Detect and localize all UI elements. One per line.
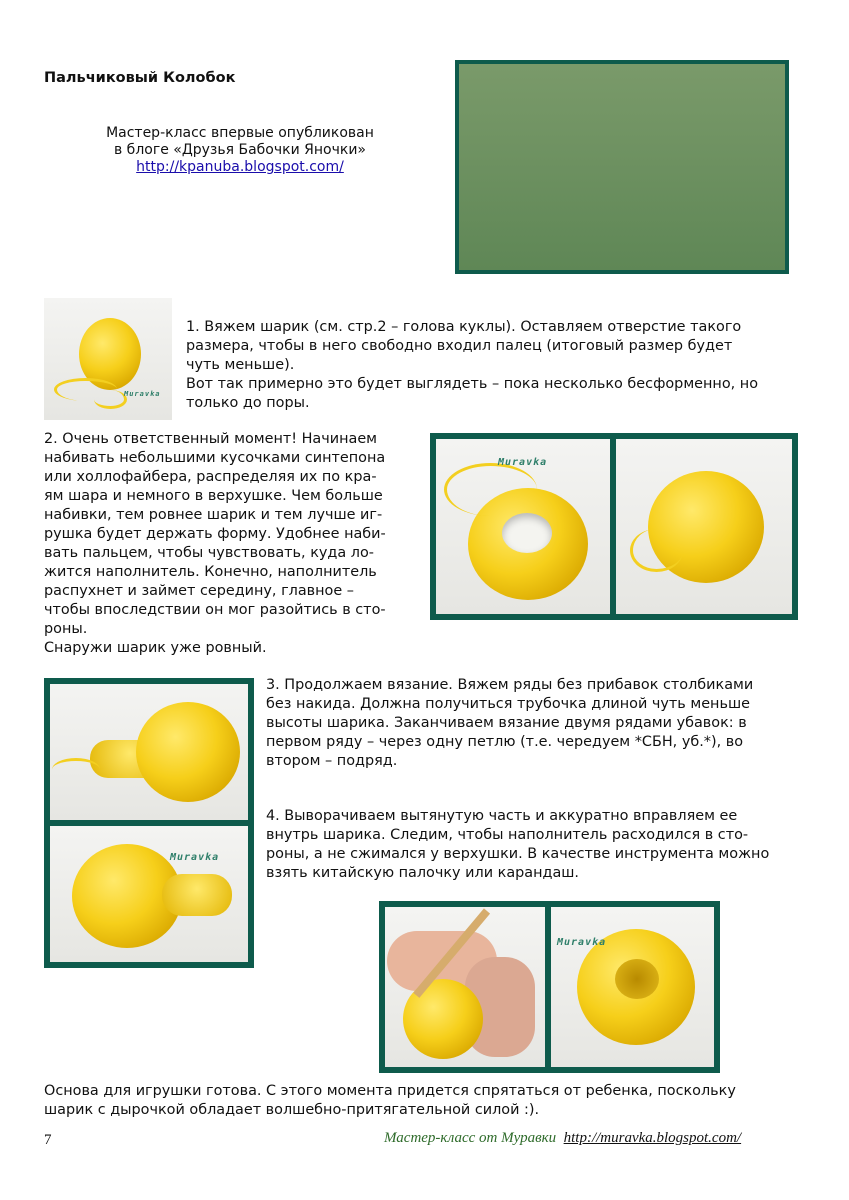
- footer-credit: [384, 1130, 741, 1147]
- step2-line: набивки, тем ровнее шарик и тем лучше иг-: [44, 507, 383, 523]
- intro-line-1: Мастер-класс впервые опубликован: [106, 125, 374, 141]
- step2-line: вать пальцем, чтобы чувствовать, куда ло-: [44, 545, 374, 561]
- step3-text: [266, 676, 806, 771]
- step3-watermark: Muravka: [170, 852, 220, 863]
- step1-photo: [44, 298, 172, 420]
- step2-photo: [430, 433, 798, 620]
- footer-text: Мастер-класс от Муравки: [384, 1130, 557, 1146]
- footer-link[interactable]: http://muravka.blogspot.com/: [563, 1130, 742, 1146]
- step1-text: [186, 318, 806, 413]
- step3-line: 3. Продолжаем вязание. Вяжем ряды без прибавок столбиками: [266, 677, 754, 693]
- step4-photo: [379, 901, 720, 1073]
- step4-line: 4. Выворачиваем вытянутую часть и аккуратно вправляем ее: [266, 808, 738, 824]
- step1-line: только до поры.: [186, 395, 310, 411]
- step4-watermark: Muravka: [557, 937, 607, 948]
- step4-line: внутрь шарика. Следим, чтобы наполнитель расходился в сто-: [266, 827, 749, 843]
- closing-text: [44, 1082, 814, 1120]
- step2-watermark: Muravka: [498, 457, 548, 468]
- step2-line: чтобы впоследствии он мог разойтись в сто-: [44, 602, 386, 618]
- step2-line: или холлофайбера, распределяя их по кра-: [44, 469, 377, 485]
- step3-line: втором – подряд.: [266, 753, 398, 769]
- step2-line: распухнет и займет середину, главное –: [44, 583, 354, 599]
- step3-line: первом ряду – через одну петлю (т.е. чередуем *СБН, уб.*), во: [266, 734, 744, 750]
- page-number: 7: [44, 1132, 52, 1148]
- step2-line: рушка будет держать форму. Удобнее наби-: [44, 526, 386, 542]
- step2-line: набивать небольшими кусочками синтепона: [44, 450, 386, 466]
- page-title: Пальчиковый Колобок: [44, 70, 236, 86]
- intro-block: [60, 125, 420, 176]
- step3-line: высоты шарика. Заканчиваем вязание двумя рядами убавок: в: [266, 715, 747, 731]
- finished-toy-photo: [455, 60, 789, 274]
- step1-watermark: Muravka: [124, 390, 161, 398]
- step1-line: Вот так примерно это будет выглядеть – пока несколько бесформенно, но: [186, 376, 759, 392]
- closing-line: шарик с дырочкой обладает волшебно-притягательной силой :).: [44, 1102, 540, 1118]
- step2-line: 2. Очень ответственный момент! Начинаем: [44, 431, 378, 447]
- intro-line-2: в блоге «Друзья Бабочки Яночки»: [113, 142, 366, 158]
- step2-line: роны.: [44, 621, 88, 637]
- step3-line: без накида. Должна получиться трубочка длиной чуть меньше: [266, 696, 750, 712]
- step3-photo: [44, 678, 254, 968]
- step2-line: жится наполнитель. Конечно, наполнитель: [44, 564, 377, 580]
- step1-line: чуть меньше).: [186, 357, 295, 373]
- step4-line: взять китайскую палочку или карандаш.: [266, 865, 580, 881]
- step2-line: ям шара и немного в верхушке. Чем больше: [44, 488, 383, 504]
- step1-line: размера, чтобы в него свободно входил палец (итоговый размер будет: [186, 338, 733, 354]
- step4-text: [266, 807, 806, 883]
- step1-line: 1. Вяжем шарик (см. стр.2 – голова куклы). Оставляем отверстие такого: [186, 319, 742, 335]
- blog-link[interactable]: http://kpanuba.blogspot.com/: [136, 159, 344, 175]
- step2-line: Снаружи шарик уже ровный.: [44, 640, 267, 656]
- step2-text: [44, 430, 434, 658]
- step4-line: роны, а не сжимался у верхушки. В качестве инструмента можно: [266, 846, 770, 862]
- closing-line: Основа для игрушки готова. С этого момента придется спрятаться от ребенка, поскольку: [44, 1083, 736, 1099]
